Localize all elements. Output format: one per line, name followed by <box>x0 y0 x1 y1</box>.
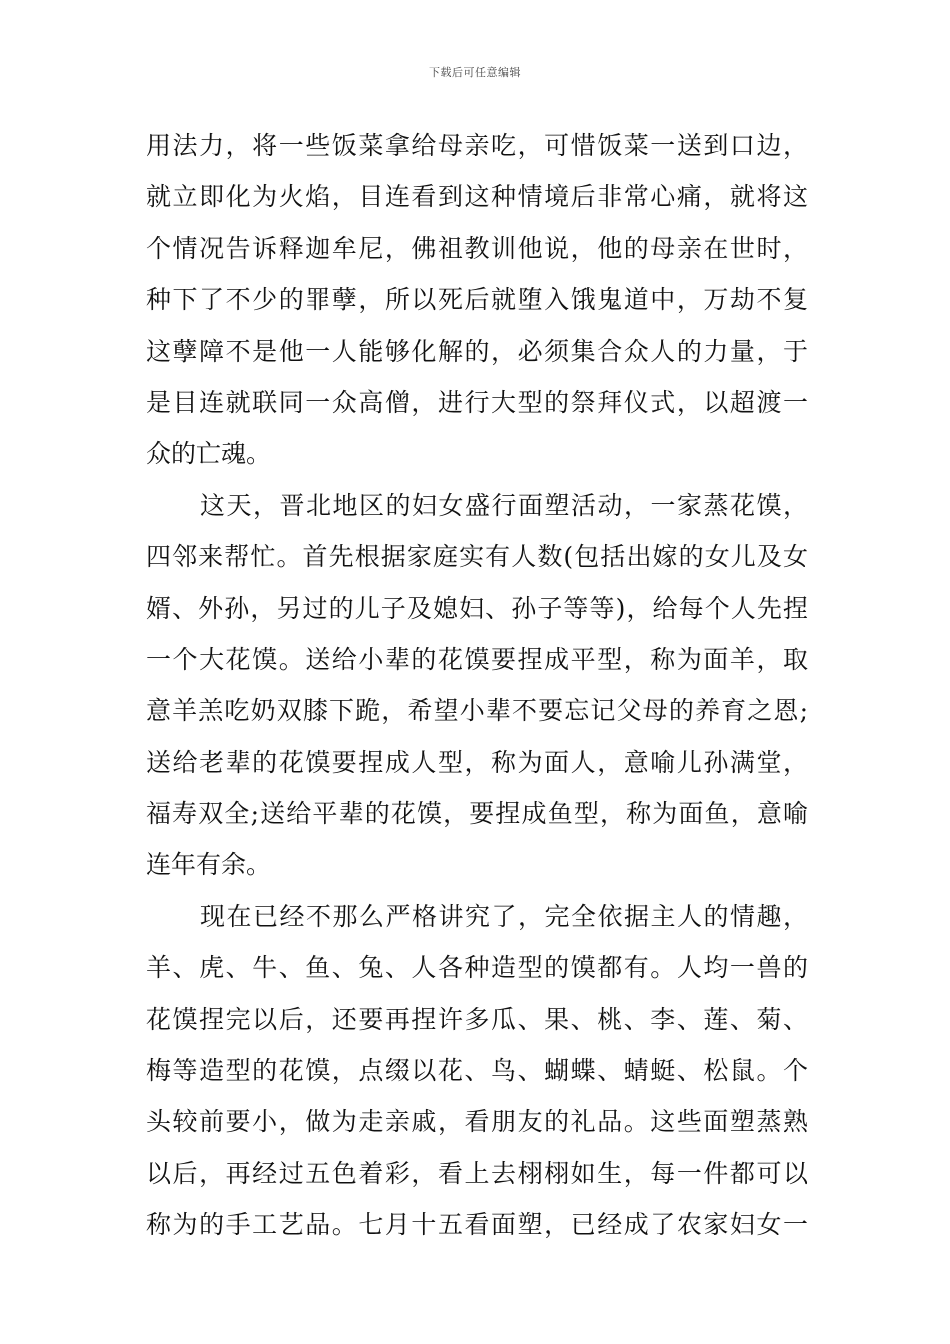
text-line: 羊、虎、牛、鱼、兔、人各种造型的馍都有。人均一兽的 <box>146 953 808 983</box>
text-line: 以后，再经过五色着彩，看上去栩栩如生，每一件都可以 <box>146 1158 808 1188</box>
text-line: 头较前要小，做为走亲戚，看朋友的礼品。这些面塑蒸熟 <box>146 1107 808 1137</box>
text-line: 连年有余。 <box>146 850 272 880</box>
document-body <box>146 120 808 1251</box>
text-line: 婿、外孙，另过的儿子及媳妇、孙子等等)，给每个人先捏 <box>146 593 808 623</box>
paragraph-3 <box>146 891 808 1251</box>
text-line: 花馍捏完以后，还要再捏许多瓜、果、桃、李、莲、菊、 <box>146 1004 808 1034</box>
text-line: 是目连就联同一众高僧，进行大型的祭拜仪式，以超渡一 <box>146 387 808 417</box>
text-line: 个情况告诉释迦牟尼，佛祖教训他说，他的母亲在世时， <box>146 233 808 263</box>
text-line: 种下了不少的罪孽，所以死后就堕入饿鬼道中，万劫不复 <box>146 285 808 315</box>
text-line: 现在已经不那么严格讲究了，完全依据主人的情趣， <box>200 901 808 931</box>
text-line: 送给老辈的花馍要捏成人型，称为面人，意喻儿孙满堂， <box>146 747 808 777</box>
text-line: 用法力，将一些饭菜拿给母亲吃，可惜饭菜一送到口边， <box>146 131 808 160</box>
paragraph-1 <box>146 120 808 480</box>
text-line: 一个大花馍。送给小辈的花馍要捏成平型，称为面羊，取 <box>146 644 808 674</box>
text-line: 梅等造型的花馍，点缀以花、鸟、蝴蝶、蜻蜓、松鼠。个 <box>146 1056 808 1086</box>
text-line: 四邻来帮忙。首先根据家庭实有人数(包括出嫁的女儿及女 <box>146 542 808 572</box>
text-line: 称为的手工艺品。七月十五看面塑，已经成了农家妇女一 <box>146 1210 808 1240</box>
page-header: 下载后可任意编辑 <box>429 66 521 79</box>
text-line: 就立即化为火焰，目连看到这种情境后非常心痛，就将这 <box>146 182 808 212</box>
paragraph-2 <box>146 480 808 891</box>
text-line: 这天，晋北地区的妇女盛行面塑活动，一家蒸花馍， <box>200 490 808 520</box>
text-line: 福寿双全;送给平辈的花馍，要捏成鱼型，称为面鱼，意喻 <box>146 799 808 829</box>
text-line: 众的亡魂。 <box>146 439 272 469</box>
text-line: 意羊羔吃奶双膝下跪，希望小辈不要忘记父母的养育之恩; <box>146 696 808 726</box>
text-line: 这孽障不是他一人能够化解的，必须集合众人的力量，于 <box>146 336 808 366</box>
